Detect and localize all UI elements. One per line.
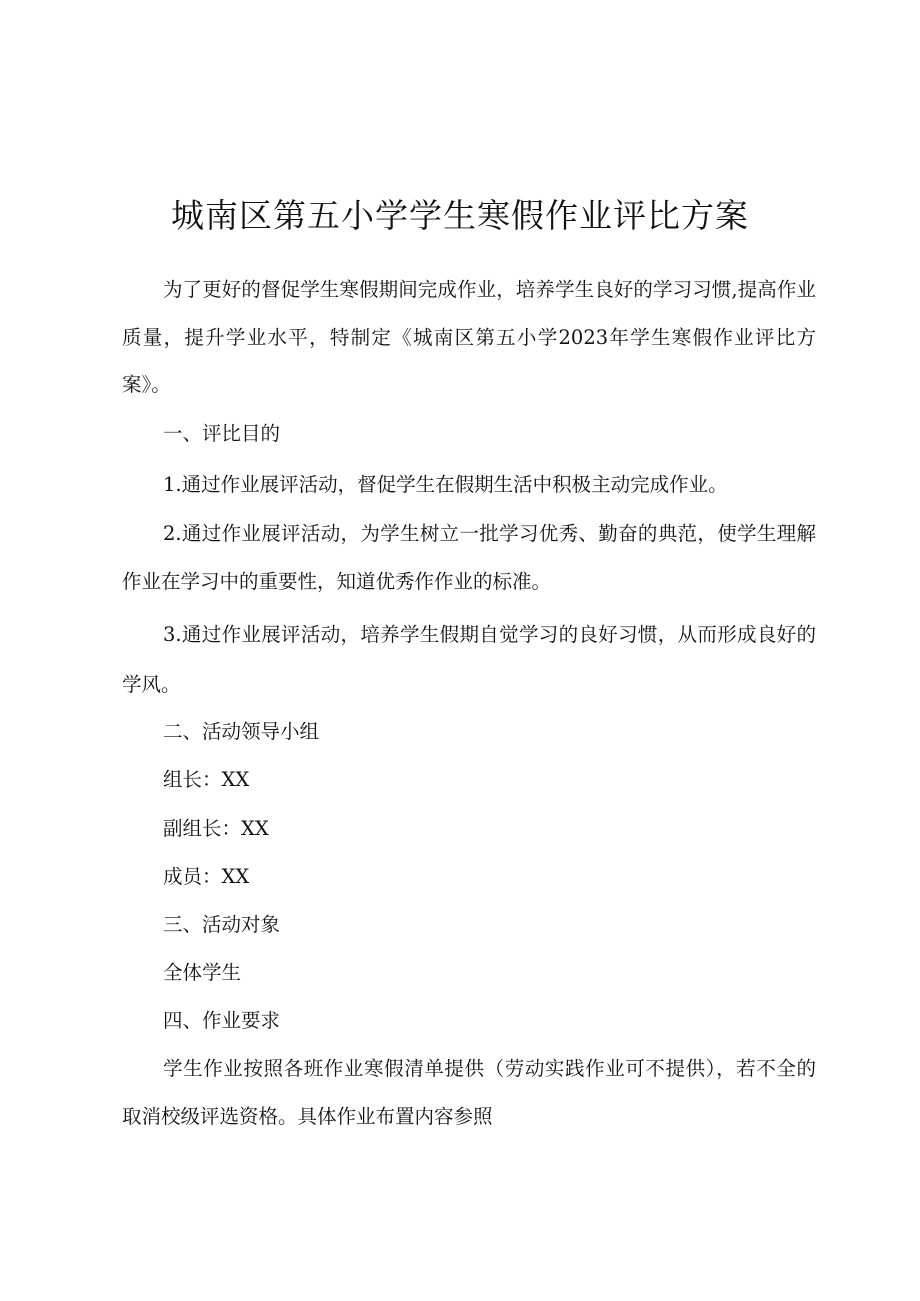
requirements-paragraph: 学生作业按照各班作业寒假清单提供（劳动实践作业可不提供），若不全的取消校级评选资格。具体作业布置内容参照 [122,1057,816,1128]
section-heading-purpose: 一、评比目的 [163,422,281,445]
purpose-item-3: 3.通过作业展评活动，培养学生假期自觉学习的良好习惯，从而形成良好的学风。 [122,623,816,696]
section-heading-target: 三、活动对象 [163,913,281,936]
members-line: 成员：XX [163,865,250,888]
section-heading-leadership: 二、活动领导小组 [163,720,320,743]
purpose-item-1: 1.通过作业展评活动，督促学生在假期生活中积极主动完成作业。 [163,473,728,496]
document-title: 城南区第五小学学生寒假作业评比方案 [171,196,749,235]
deputy-leader-line: 副组长：XX [163,817,269,840]
leader-line: 组长：XX [163,768,250,791]
purpose-item-2: 2.通过作业展评活动，为学生树立一批学习优秀、勤奋的典范，使学生理解作业在学习中的重要性，知道优秀作作业的标准。 [122,522,816,593]
target-content: 全体学生 [163,961,242,984]
intro-paragraph: 为了更好的督促学生寒假期间完成作业，培养学生良好的学习习惯,提高作业质量，提升学业水平，特制定《城南区第五小学2023年学生寒假作业评比方案》。 [122,278,816,396]
section-heading-requirements: 四、作业要求 [163,1009,281,1032]
